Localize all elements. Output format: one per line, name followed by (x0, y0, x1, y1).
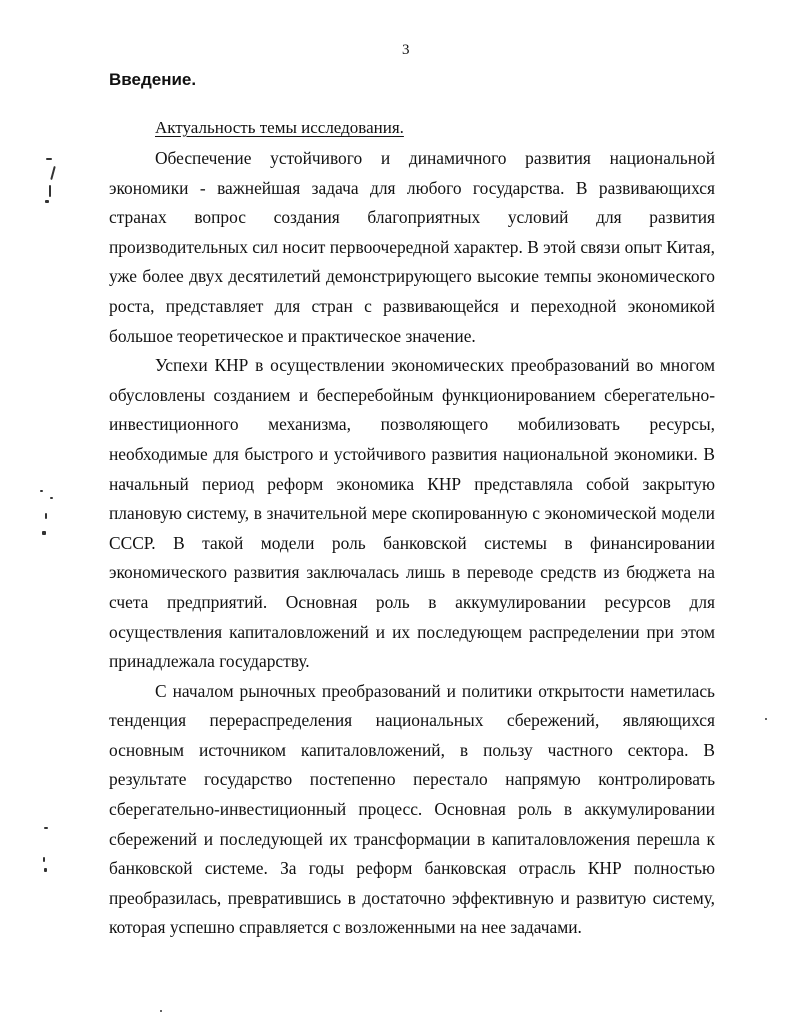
scan-mark (50, 497, 53, 499)
page-number: 3 (402, 42, 410, 58)
scan-mark (42, 531, 46, 535)
scan-mark (50, 166, 56, 180)
scan-mark (45, 513, 47, 519)
paragraph-3: С началом рыночных преобразований и политики открытости наметилась тенденция перераспределения национальных сбережений, являющихся основным источником капиталовложений, в пользу частного сектора. В результате государство постепенно перестало напрямую контролировать сберегательно-инвестиционный процесс. Основная роль в аккумулировании сбережений и последующей их трансформации в капиталовложения перешла к банковской системе. За годы реформ банковская отрасль КНР полностью преобразилась, превратившись в достаточно эффективную и развитую систему, которая успешно справляется с возложенными на нее задачами. (109, 680, 715, 938)
document-body (109, 144, 715, 943)
scan-mark (40, 490, 43, 492)
subsection-heading: Актуальность темы исследования. (155, 118, 404, 137)
paragraph-2: Успехи КНР в осуществлении экономических преобразований во многом обусловлены созданием и бесперебойным функционированием сберегательно-инвестиционного механизма, позволяющего мобилизовать ресурсы, необходимые для быстрого и устойчивого развития национальной экономики. В начальный период реформ экономика КНР представляла собой закрытую плановую систему, в значительной мере скопированную с экономической модели СССР. В такой модели роль банковской системы в финансировании экономического развития заключалась лишь в переводе средств из бюджета на счета предприятий. Основная роль в аккумулировании ресурсов для осуществления капиталовложений и их последующем распределении при этом принадлежала государству. (109, 355, 715, 672)
scan-mark (49, 185, 51, 197)
scan-mark (43, 857, 45, 862)
paragraph-1: Обеспечение устойчивого и динамичного развития национальной экономики - важнейшая задача для любого государства. В развивающихся странах вопрос создания благоприятных условий для развития производительных сил носит первоочередной характер. В этой связи опыт Китая, уже более двух десятилетий демонстрирующего высокие темпы экономического роста, представляет для стран с развивающейся и переходной экономикой большое теоретическое и практическое значение. (109, 148, 715, 346)
scan-mark (765, 718, 767, 720)
scan-mark (46, 158, 52, 160)
scan-mark (45, 200, 49, 203)
scan-mark (160, 1010, 162, 1012)
scan-mark (44, 827, 48, 829)
scan-mark (44, 868, 47, 872)
section-heading: Введение. (109, 70, 197, 89)
